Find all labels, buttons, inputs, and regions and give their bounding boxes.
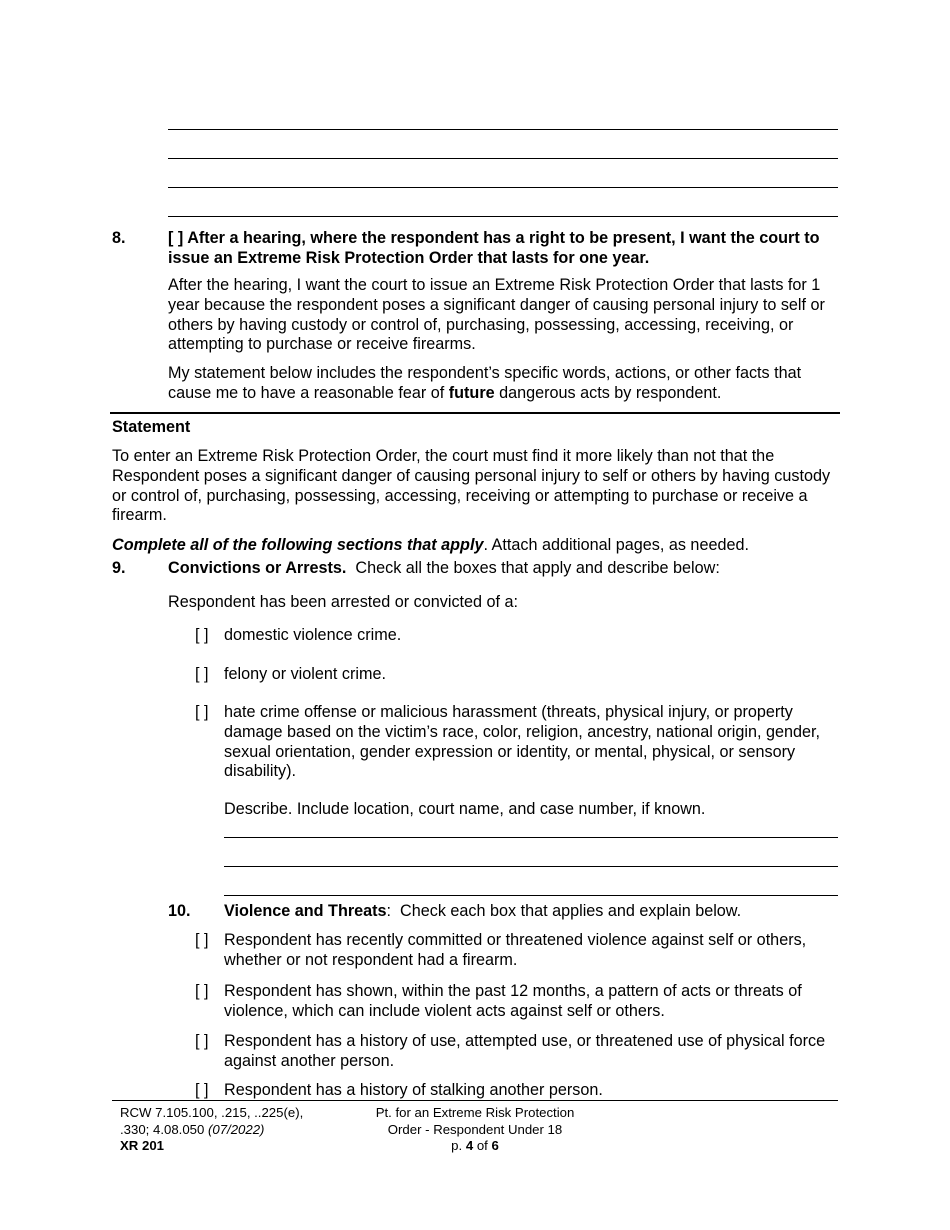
answer-line[interactable]: [168, 129, 838, 130]
item-9-intro: Respondent has been arrested or convicted of a:: [168, 593, 519, 611]
item-8-heading-text: After a hearing, where the respondent has a right to be present, I want the court to issue an Extreme Risk Protection Order that lasts for one year.: [168, 229, 820, 267]
item-10-option-recent-violence: Respondent has recently committed or threatened violence against self or others, whether or not respondent had a firearm.: [224, 931, 807, 969]
item-10-option-physical-force: Respondent has a history of use, attempted use, or threatened use of physical force against another person.: [224, 1032, 826, 1070]
item-10-title: Violence and Threats: [224, 902, 387, 920]
item-8-number: 8.: [112, 229, 126, 247]
item-10-option-stalking: Respondent has a history of stalking another person.: [224, 1081, 603, 1099]
page-number: p. 4 of 6: [451, 1138, 499, 1153]
item-10-checkbox-recent-violence[interactable]: [ ]: [195, 931, 209, 949]
item-10-option-pattern: Respondent has shown, within the past 12 months, a pattern of acts or threats of violence, which can include violent acts against self or others.: [224, 982, 802, 1020]
answer-line[interactable]: [168, 216, 838, 217]
footer-title: Pt. for an Extreme Risk Protection Order - Respondent Under 18 p. 4 of 6: [340, 1105, 610, 1155]
item-9-heading: [168, 559, 838, 579]
statement-instruction: Complete all of the following sections that apply. Attach additional pages, as needed.: [112, 536, 749, 554]
footer-citation: RCW 7.105.100, .215, ..225(e), .330; 4.08.050 (07/2022) XR 201: [120, 1105, 360, 1155]
answer-line[interactable]: [168, 187, 838, 188]
item-9-checkbox-hate-crime[interactable]: [ ]: [195, 703, 209, 721]
footer-divider: [112, 1100, 838, 1101]
item-9-title: Convictions or Arrests.: [168, 559, 347, 577]
describe-line[interactable]: [224, 895, 838, 896]
item-9-checkbox-felony[interactable]: [ ]: [195, 665, 209, 683]
describe-line[interactable]: [224, 866, 838, 867]
item-10-number: 10.: [168, 902, 191, 920]
future-emphasis: future: [448, 383, 495, 402]
item-8-paragraph-1: After the hearing, I want the court to issue an Extreme Risk Protection Order that lasts for 1 year because the respondent poses a significant danger of causing personal injury to self or others by having custody or control of, purchasing, possessing, accessing, receiving, or attempting to purchase or receive firearms.: [168, 276, 825, 354]
item-9-checkbox-domestic[interactable]: [ ]: [195, 626, 209, 644]
answer-line[interactable]: [168, 158, 838, 159]
item-10-checkbox-pattern[interactable]: [ ]: [195, 982, 209, 1000]
item-9-option-domestic: domestic violence crime.: [224, 626, 402, 644]
item-10-instruction: : Check each box that applies and explain below.: [386, 902, 742, 920]
item-8-paragraph-2: My statement below includes the respondent’s specific words, actions, or other facts that cause me to have a reasonable fear of future dangerous acts by respondent.: [168, 364, 802, 402]
item-10-checkbox-stalking[interactable]: [ ]: [195, 1081, 209, 1099]
item-9-instruction: Check all the boxes that apply and describe below:: [355, 559, 720, 577]
item-10-heading: [224, 902, 838, 922]
form-id: XR 201: [120, 1138, 164, 1153]
statement-heading: Statement: [112, 418, 191, 436]
item-9-describe: Describe. Include location, court name, and case number, if known.: [224, 800, 706, 818]
item-9-option-felony: felony or violent crime.: [224, 665, 386, 683]
statement-body: To enter an Extreme Risk Protection Order, the court must find it more likely than not that the Respondent poses a significant danger of causing personal injury to self or others by having custody or control of, purchasing, possessing, accessing, receiving or attempting to purchase or receive a firearm.: [112, 447, 831, 525]
describe-line[interactable]: [224, 837, 838, 838]
section-divider: [110, 412, 840, 414]
item-8-heading: [168, 229, 838, 269]
item-9-number: 9.: [112, 559, 126, 577]
item-9-option-hate-crime: hate crime offense or malicious harassment (threats, physical injury, or property damage based on the victim’s race, color, religion, ancestry, national origin, gender, sexual orientation, gender expression or identity, or mental, physical, or sensory disability).: [224, 703, 820, 781]
item-10-checkbox-physical-force[interactable]: [ ]: [195, 1032, 209, 1050]
item-8-checkbox[interactable]: [ ]: [168, 229, 184, 247]
